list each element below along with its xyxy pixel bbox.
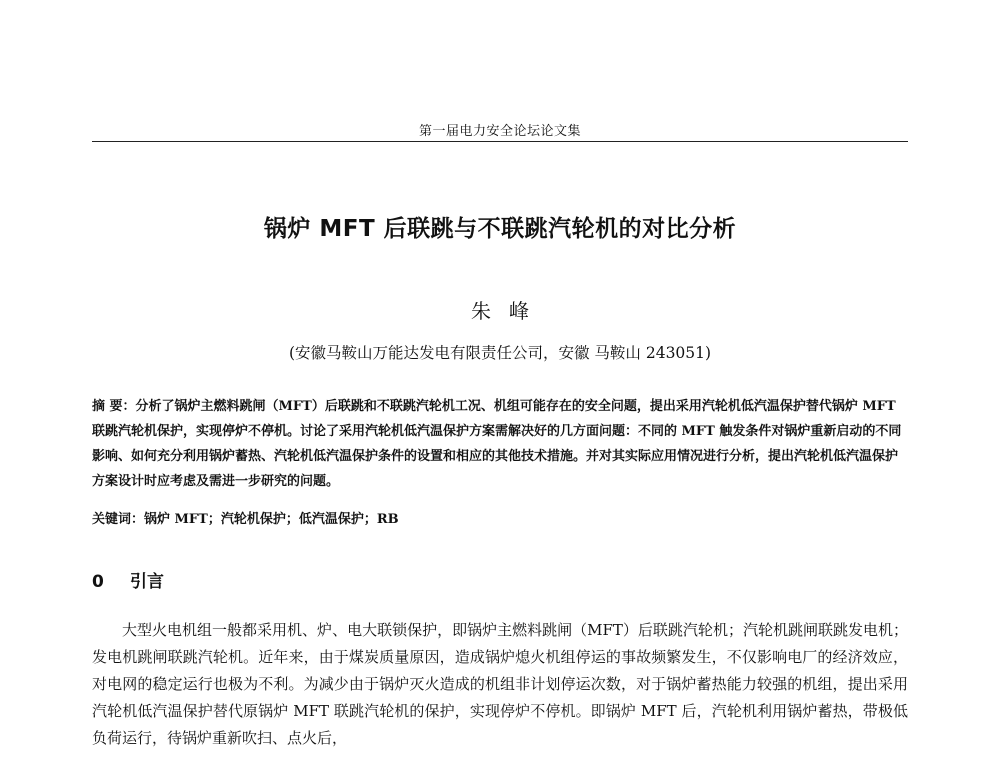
author-name: 朱峰	[471, 299, 547, 323]
body-paragraph: 大型火电机组一般都采用机、炉、电大联锁保护，即锅炉主燃料跳闸（MFT）后联跳汽轮机；汽轮机跳闸联跳发电机；发电机跳闸联跳汽轮机。近年来，由于煤炭质量原因，造成锅炉熄火机组停运的事故频繁发生，不仅影响电厂的经济效应，对电网的稳定运行也极为不利。为减少由于锅炉灭火造成的机组非计划停运次数，对于锅炉蓄热能力较强的机组，提出采用汽轮机低汽温保护替代原锅炉 MFT 联跳汽轮机的保护，实现停炉不停机。即锅炉 MFT 后，汽轮机利用锅炉蓄热，带极低负荷运行，待锅炉重新吹扫、点火后，	[92, 621, 908, 747]
keywords	[92, 508, 908, 527]
author-affiliation: (安徽马鞍山万能达发电有限责任公司，安徽 马鞍山 243051)	[288, 344, 712, 362]
section-title: 引言	[130, 572, 164, 592]
keywords-label: 关键词：	[92, 512, 145, 527]
abstract-text: 分析了锅炉主燃料跳闸（MFT）后联跳和不联跳汽轮机工况、机组可能存在的安全问题，提出采用汽轮机低汽温保护替代锅炉 MFT 联跳汽轮机保护，实现停炉不停机。讨论了采用汽轮机低汽温保护方案需解决好的几方面问题：不同的 MFT 触发条件对锅炉重新启动的不同影响、如何充分利用锅炉蓄热、汽轮机低汽温保护条件的设置和相应的其他技术措施。并对其实际应用情况进行分析，提出汽轮机低汽温保护方案设计时应考虑及需进一步研究的问题。	[92, 399, 902, 489]
abstract-label: 摘 要：	[92, 399, 136, 414]
paper-title: 锅炉 MFT 后联跳与不联跳汽轮机的对比分析	[263, 216, 737, 242]
section-heading	[92, 567, 908, 592]
abstract	[92, 394, 908, 494]
keywords-text: 锅炉 MFT；汽轮机保护；低汽温保护；RB	[144, 512, 399, 527]
header-rule	[92, 141, 908, 142]
running-header: 第一届电力安全论坛论文集	[418, 124, 581, 139]
section-number: 0	[92, 572, 104, 592]
